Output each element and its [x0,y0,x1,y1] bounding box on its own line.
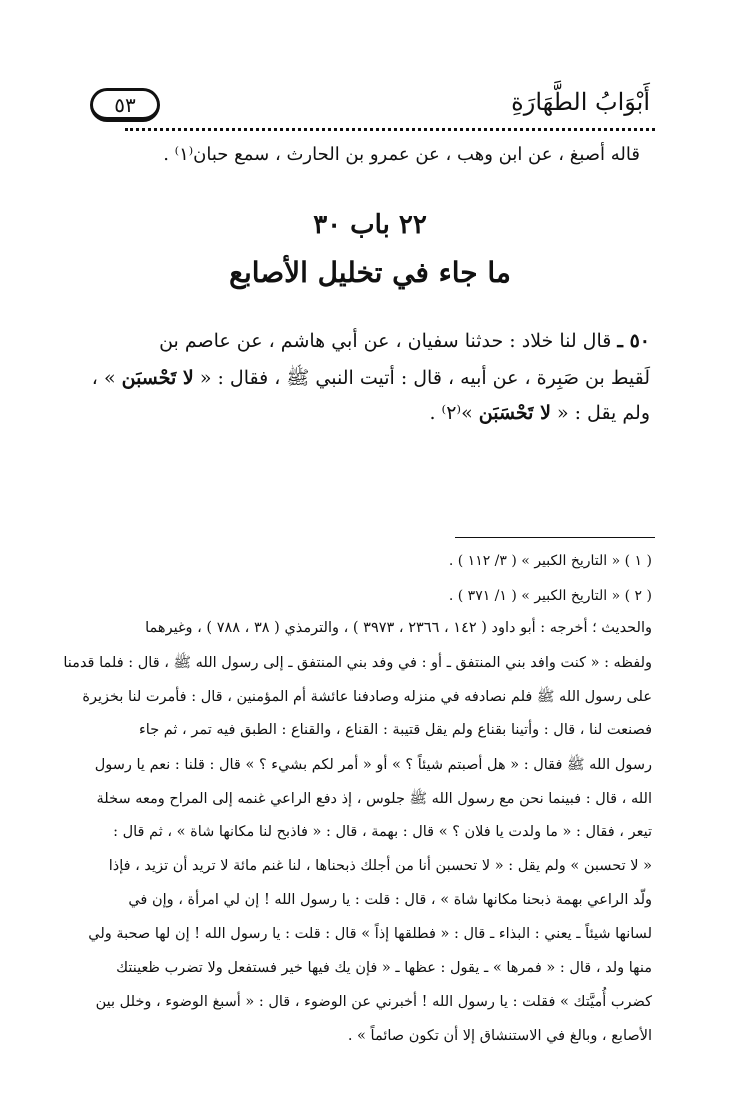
hadith-line-3-start: ولم يقل : « [556,402,650,424]
hadith-line-3 [429,402,650,424]
commentary-line: تيعر ، فقال : « ما ولدت يا فلان ؟ » قال : بهمة ، قال : « فاذبح لنا مكانها شاة » ، ثم قال : [113,824,652,840]
commentary-line: والحديث ؛ أخرجه : أبو داود ( ١٤٢ ، ٢٣٦٦ ، ٣٩٧٣ ) ، والترمذي ( ٣٨ ، ٧٨٨ ) ، وغيرهما [145,620,652,636]
chapter-number: ٢٢ باب ٣٠ [313,210,427,240]
commentary-line: رسول الله ﷺ فقال : « هل أصبتم شيئاً ؟ » أو « أمر لكم بشيء ؟ » قال : قلنا : نعم يا رسول [94,757,652,773]
hadith-line-2-text: لَقيط بن صَبِرة ، عن أبيه ، قال : أتيت النبي ﷺ ، فقال : « [199,367,650,389]
commentary-line: فصنعت لنا ، قال : وأتينا بقناع ولم يقل قتيبة : القناع ، والقناع : الطبق فيه تمر ، ثم جاء [138,722,652,738]
footnote-2: ( ٢ ) « التاريخ الكبير » ( ١/ ٣٧١ ) . [448,588,652,604]
header-divider [125,128,655,131]
page-header [90,88,650,124]
hadith-line-2 [92,366,650,394]
hadith-line-3-bold: لا تَحْسَبَن [478,402,551,424]
hadith-number: ٥٠ ـ [617,330,650,352]
page-number: ٥٣ [90,88,160,122]
footnote-1: ( ١ ) « التاريخ الكبير » ( ٣/ ١١٢ ) . [448,553,652,569]
hadith-line-1 [159,330,650,352]
commentary-line: على رسول الله ﷺ فلم نصادفه في منزله وصادفنا عائشة أم المؤمنين ، قال : فأمرت لنا بخزيرة [82,689,652,705]
running-title: أَبْوَابُ الطَّهَارَةِ [511,88,650,116]
commentary-line: ولّد الراعي بهمة ذبحنا مكانها شاة » ، قال : قلت : يا رسول الله ! إن لي امرأة ، وإن في [128,892,652,908]
commentary-line: لسانها شيئاً ـ يعني : البذاء ـ قال : « فطلقها إذاً » قال : قلت : يا رسول الله ! إن لها صحبة ولي [88,926,652,942]
commentary-line: منها ولد ، قال : « فمرها » ـ يقول : عظها ـ « فإن يك فيها خير فستفعل ولا تضرب ظعينتك [116,960,652,976]
chapter-title: ما جاء في تخليل الأصابع [229,256,511,289]
hadith-line-1-text: قال لنا خلاد : حدثنا سفيان ، عن أبي هاشم ، عن عاصم بن [159,330,612,352]
commentary-line: ولفظه : « كنت وافد بني المنتفق ـ أو : في وفد بني المنتفق ـ إلى رسول الله ﷺ ، قال : فلما قدمنا [63,655,652,671]
commentary-line: « لا تحسبن » ولم يقل : « لا تحسبن أنا من أجلك ذبحناها ، لنا غنم مائة لا تريد أن تزيد ، فإذا [108,858,652,874]
commentary-line: كضرب أُميَّتك » فقلت : يا رسول الله ! أخبرني عن الوضوء ، قال : « أسبغ الوضوء ، وخلل بين [95,994,652,1010]
hadith-line-2-bold: لا تَحْسبَن [121,367,194,389]
footnote-divider [455,537,655,538]
continuation-line: قاله أصبغ ، عن ابن وهب ، عن عمرو بن الحارث ، سمع حبان⁽١⁾ . [163,144,640,165]
commentary-line: الأصابع ، وبالغ في الاستنشاق إلا أن تكون صائماً » . [347,1028,652,1044]
hadith-line-3-end: »⁽٢⁾ . [429,402,473,424]
hadith-line-2-end: » ، [91,367,116,389]
commentary-line: الله ، قال : فبينما نحن مع رسول الله ﷺ جلوس ، إذ دفع الراعي غنمه إلى المراح ومعه سخلة [96,791,652,807]
